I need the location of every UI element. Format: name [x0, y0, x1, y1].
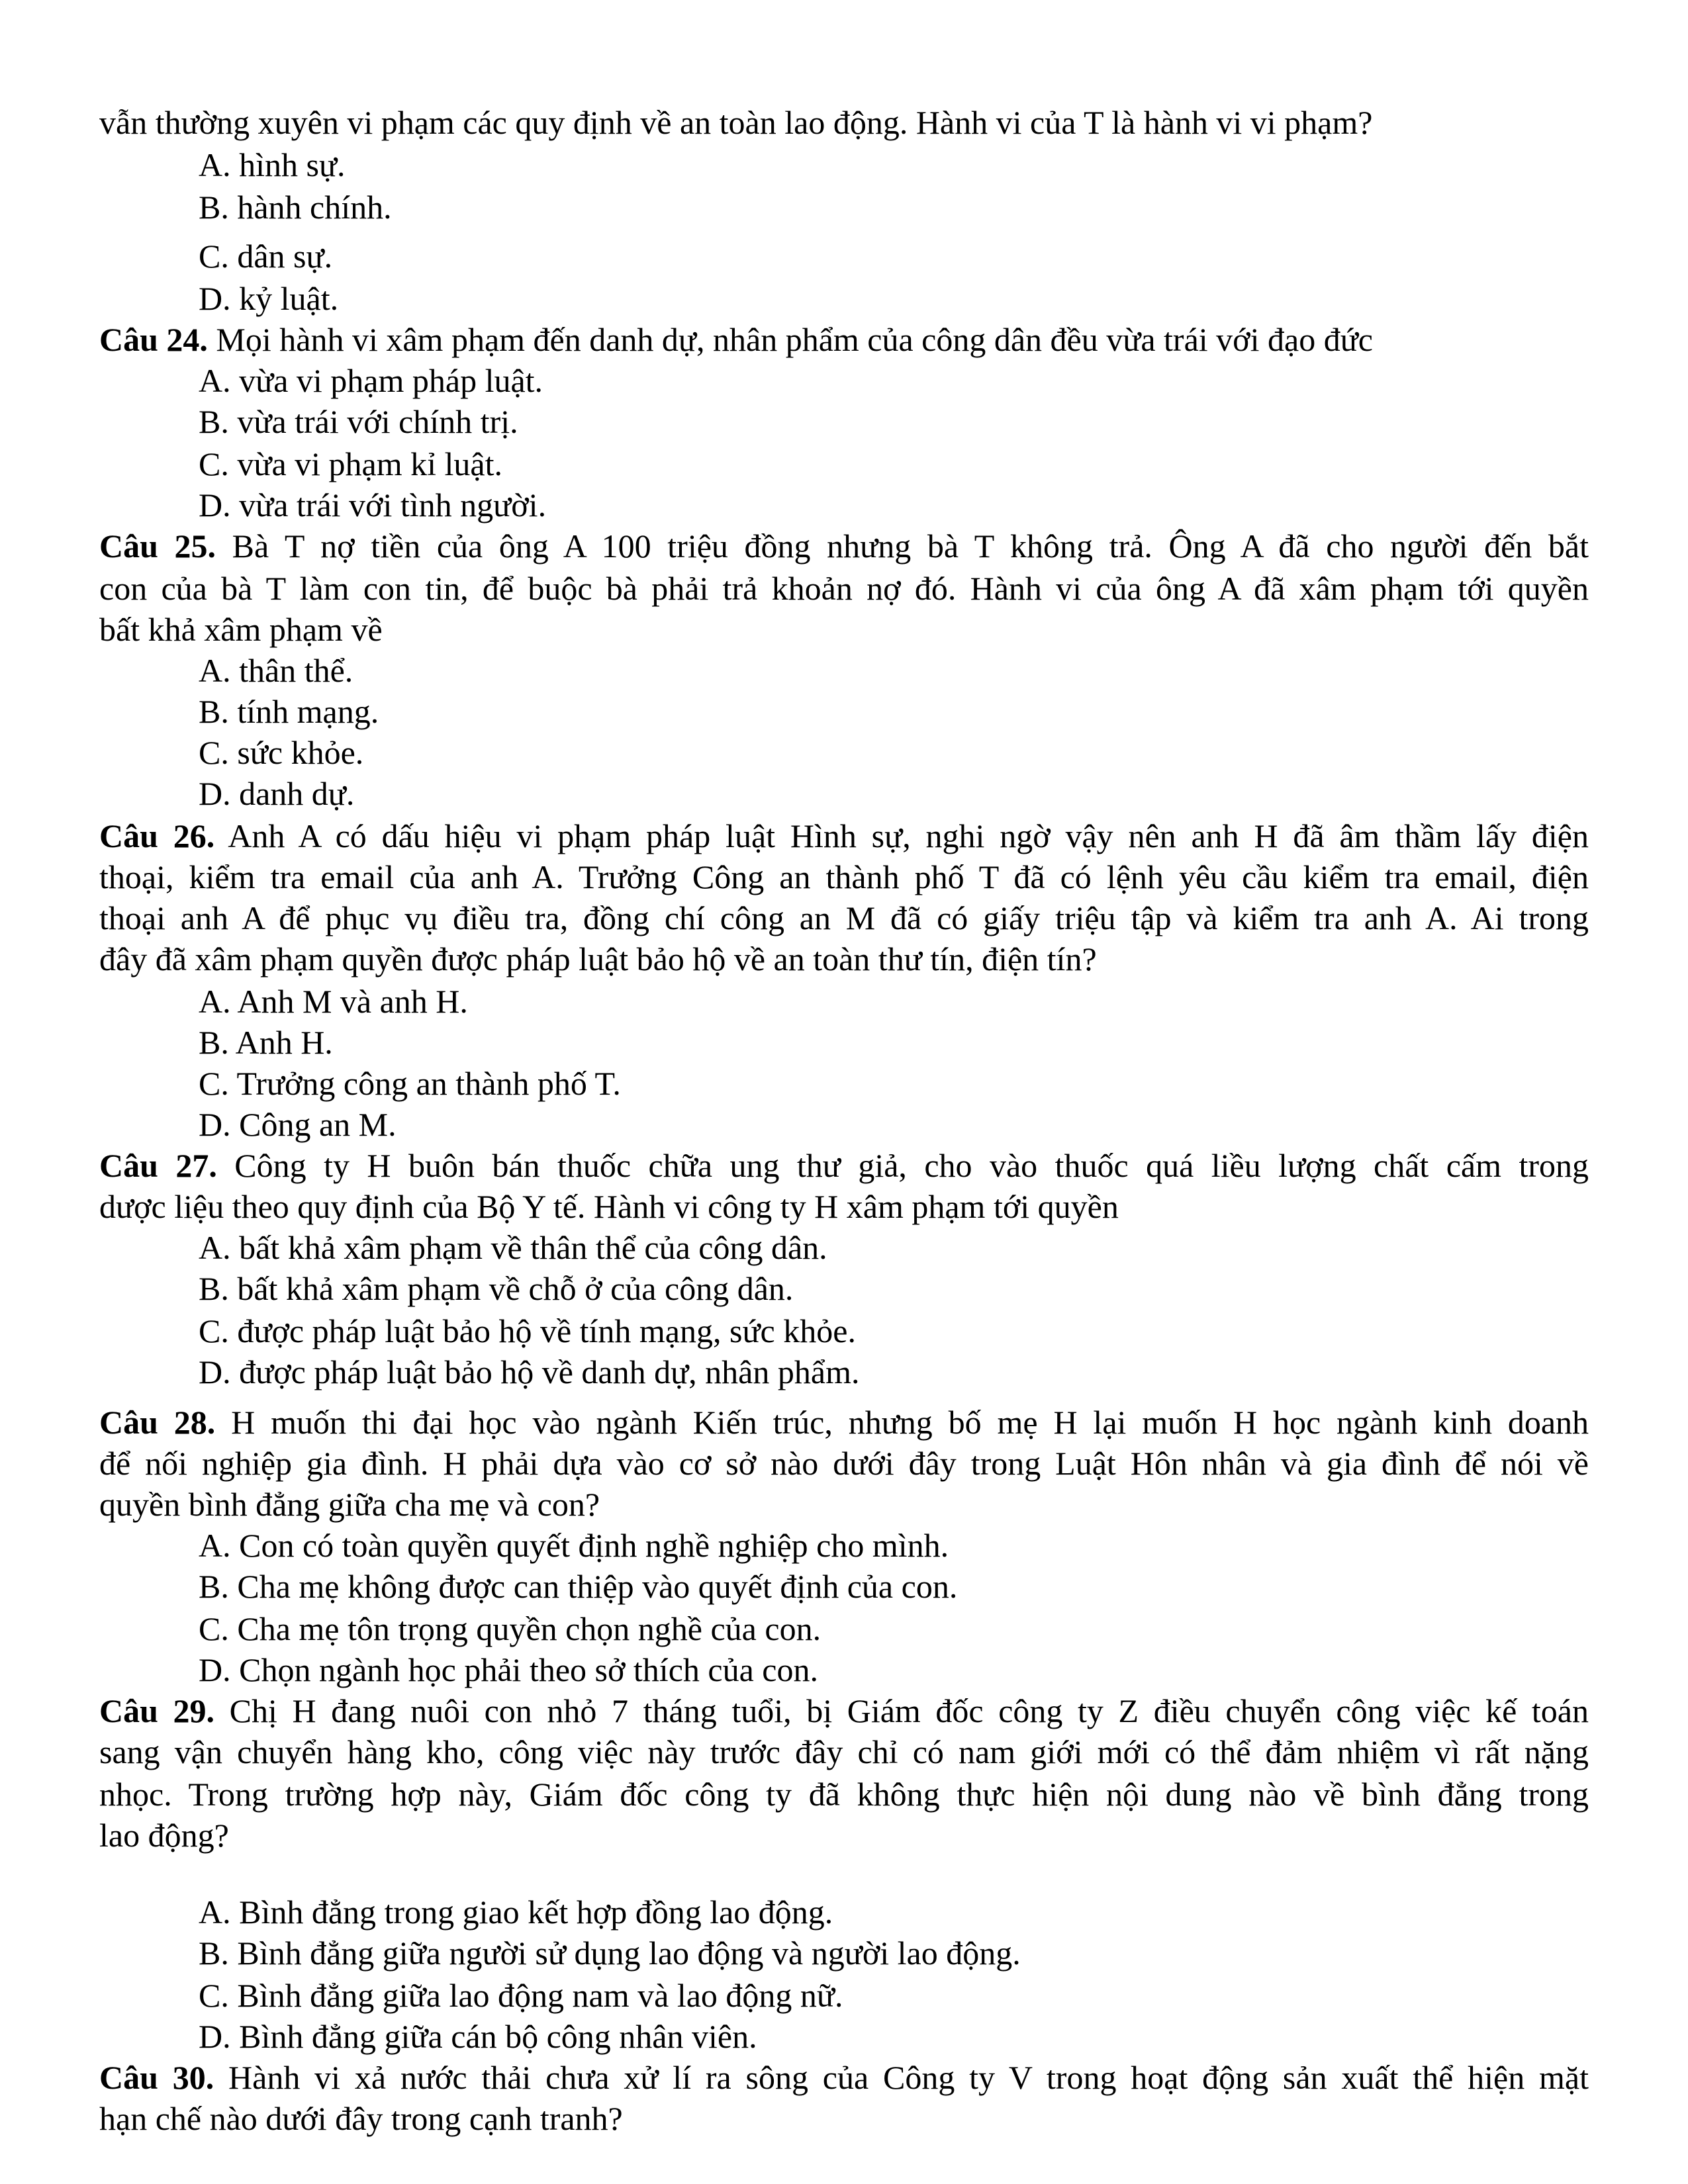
question-30-number: Câu 30. — [99, 2059, 214, 2096]
question-29-line-1: Chị H đang nuôi con nhỏ 7 tháng tuổi, bị Giám đốc công ty Z điều chuyển công việc kế toán — [229, 1692, 1589, 1729]
question-26-option-c: C. Trưởng công an thành phố T. — [199, 1065, 621, 1102]
question-24-number: Câu 24. — [99, 321, 208, 358]
question-28-number: Câu 28. — [99, 1404, 216, 1441]
question-27-option-a: A. bất khả xâm phạm về thân thể của công dân. — [199, 1229, 827, 1266]
question-27-line-1: Công ty H buôn bán thuốc chữa ung thư giả, cho vào thuốc quá liều lượng chất cấm trong — [234, 1147, 1589, 1184]
question-26-option-a: A. Anh M và anh H. — [199, 983, 468, 1020]
question-29-option-c: C. Bình đẳng giữa lao động nam và lao động nữ. — [199, 1977, 843, 2014]
question-24-option-a: A. vừa vi phạm pháp luật. — [199, 362, 543, 399]
question-29-stem — [99, 1694, 1589, 1727]
question-27-option-b: B. bất khả xâm phạm về chỗ ở của công dân. — [199, 1270, 794, 1307]
question-28-line-1: H muốn thi đại học vào ngành Kiến trúc, nhưng bố mẹ H lại muốn H học ngành kinh doanh — [231, 1404, 1589, 1441]
question-26-line-3: thoại anh A để phục vụ điều tra, đồng chí công an M đã có giấy triệu tập và kiểm tra anh A. Ai trong — [99, 899, 1589, 936]
question-27-line-2: dược liệu theo quy định của Bộ Y tế. Hành vi công ty H xâm phạm tới quyền — [99, 1188, 1119, 1225]
question-26-number: Câu 26. — [99, 817, 215, 854]
question-27-option-c: C. được pháp luật bảo hộ về tính mạng, sức khỏe. — [199, 1312, 856, 1349]
question-26-option-b: B. Anh H. — [199, 1024, 333, 1061]
question-25-stem — [99, 529, 1589, 563]
question-25-option-d: D. danh dự. — [199, 775, 355, 812]
question-28-option-b: B. Cha mẹ không được can thiệp vào quyết định của con. — [199, 1568, 958, 1605]
question-25-line-1: Bà T nợ tiền của ông A 100 triệu đồng nhưng bà T không trả. Ông A đã cho người đến bắt — [232, 527, 1589, 565]
question-25-option-b: B. tính mạng. — [199, 693, 379, 730]
question-23-option-b: B. hành chính. — [199, 189, 392, 226]
question-23-option-c: C. dân sự. — [199, 238, 333, 275]
question-29-option-d: D. Bình đẳng giữa cán bộ công nhân viên. — [199, 2018, 757, 2055]
question-29-option-a: A. Bình đẳng trong giao kết hợp đồng lao động. — [199, 1893, 833, 1931]
question-25-line-3: bất khả xâm phạm về — [99, 611, 383, 648]
question-29-line-2: sang vận chuyển hàng kho, công việc này trước đây chỉ có nam giới mới có thể đảm nhiệm vì rất nặng — [99, 1733, 1589, 1770]
question-25-line-2: con của bà T làm con tin, để buộc bà phải trả khoản nợ đó. Hành vi của ông A đã xâm phạm tới quyền — [99, 570, 1589, 607]
question-27-number: Câu 27. — [99, 1147, 217, 1184]
question-26-stem — [99, 819, 1589, 852]
question-28-option-d: D. Chọn ngành học phải theo sở thích của con. — [199, 1651, 818, 1688]
question-24-option-c: C. vừa vi phạm kỉ luật. — [199, 445, 502, 482]
question-29-number: Câu 29. — [99, 1692, 215, 1729]
question-24-option-b: B. vừa trái với chính trị. — [199, 403, 518, 440]
question-28-stem — [99, 1406, 1589, 1439]
question-29-line-3: nhọc. Trong trường hợp này, Giám đốc công ty đã không thực hiện nội dung nào về bình đẳng trong — [99, 1776, 1589, 1813]
question-28-option-a: A. Con có toàn quyền quyết định nghề nghiệp cho mình. — [199, 1527, 949, 1564]
question-26-line-4: đây đã xâm phạm quyền được pháp luật bảo hộ về an toàn thư tín, điện tín? — [99, 940, 1097, 978]
question-24-text: Mọi hành vi xâm phạm đến danh dự, nhân phẩm của công dân đều vừa trái với đạo đức — [216, 321, 1373, 358]
question-30-line-2: hạn chế nào dưới đây trong cạnh tranh? — [99, 2100, 623, 2137]
question-24-option-d: D. vừa trái với tình người. — [199, 486, 547, 523]
question-25-option-c: C. sức khỏe. — [199, 734, 364, 771]
question-28-option-c: C. Cha mẹ tôn trọng quyền chọn nghề của con. — [199, 1610, 821, 1647]
question-26-option-d: D. Công an M. — [199, 1106, 397, 1143]
question-26-line-1: Anh A có dấu hiệu vi phạm pháp luật Hình sự, nghi ngờ vậy nên anh H đã âm thầm lấy điện — [228, 817, 1589, 854]
question-29-option-b: B. Bình đẳng giữa người sử dụng lao động và người lao động. — [199, 1934, 1021, 1972]
question-25-option-a: A. thân thể. — [199, 652, 353, 689]
question-25-number: Câu 25. — [99, 527, 216, 565]
question-30-line-1: Hành vi xả nước thải chưa xử lí ra sông của Công ty V trong hoạt động sản xuất thể hiện mặt — [228, 2059, 1589, 2096]
question-27-option-d: D. được pháp luật bảo hộ về danh dự, nhân phẩm. — [199, 1353, 860, 1390]
question-30-stem — [99, 2061, 1589, 2094]
question-28-line-2: để nối nghiệp gia đình. H phải dựa vào cơ sở nào dưới đây trong Luật Hôn nhân và gia đình để nói về — [99, 1445, 1589, 1482]
question-27-stem — [99, 1149, 1589, 1182]
question-23-option-a: A. hình sự. — [199, 146, 346, 183]
question-26-line-2: thoại, kiểm tra email của anh A. Trưởng Công an thành phố T đã có lệnh yêu cầu kiểm tra email, điện — [99, 858, 1589, 895]
question-29-line-4: lao động? — [99, 1817, 229, 1854]
question-28-line-3: quyền bình đẳng giữa cha mẹ và con? — [99, 1486, 600, 1523]
question-24-stem — [99, 323, 1373, 356]
question-23-text: vẫn thường xuyên vi phạm các quy định về an toàn lao động. Hành vi của T là hành vi vi phạm? — [99, 104, 1373, 141]
question-23-option-d: D. kỷ luật. — [199, 280, 339, 317]
